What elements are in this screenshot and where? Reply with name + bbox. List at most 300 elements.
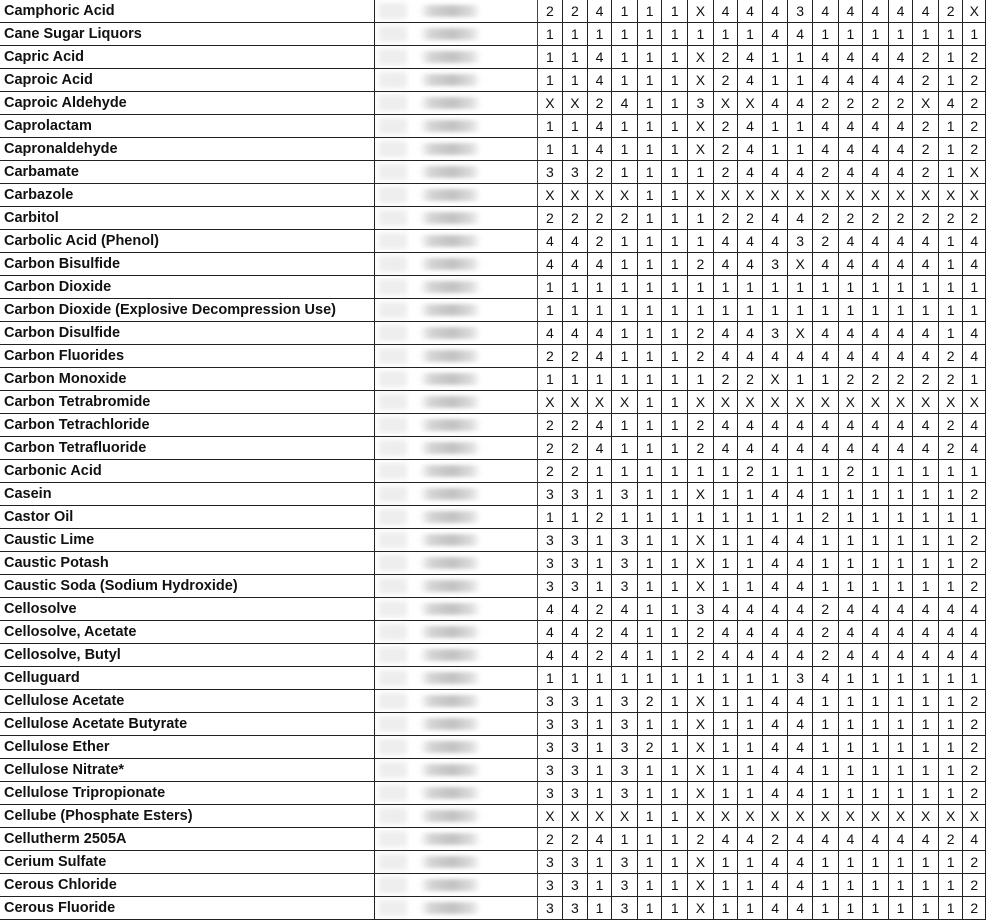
rating-cell: X [738, 805, 763, 828]
rating-cell: 1 [888, 483, 913, 506]
table-row [0, 667, 986, 690]
rating-cell: X [788, 805, 813, 828]
rating-cell: 1 [587, 276, 612, 299]
table-row [0, 230, 986, 253]
rating-cell: 2 [812, 506, 838, 529]
rating-cell: 2 [713, 69, 738, 92]
rating-cell: 1 [587, 851, 612, 874]
rating-cell: X [688, 138, 714, 161]
redaction-blur [379, 739, 407, 755]
rating-cell: 2 [963, 46, 986, 69]
rating-cell: 1 [537, 276, 563, 299]
rating-cell: 2 [963, 207, 986, 230]
redaction-blur [379, 532, 407, 548]
redaction-blur [419, 143, 481, 155]
chemical-name: Carbolic Acid (Phenol) [0, 230, 375, 253]
rating-cell: X [537, 184, 563, 207]
rating-cell: 1 [637, 598, 662, 621]
table-row [0, 897, 986, 920]
rating-cell: X [688, 0, 714, 23]
rating-cell: 4 [838, 253, 863, 276]
redaction-blur [379, 417, 407, 433]
redaction-blur [419, 28, 481, 40]
rating-cell: 4 [788, 23, 813, 46]
rating-cell: 1 [612, 69, 638, 92]
table-row [0, 621, 986, 644]
rating-cell: 1 [888, 897, 913, 920]
rating-cell: 4 [788, 621, 813, 644]
rating-cell: 1 [963, 460, 986, 483]
rating-cell: 4 [788, 874, 813, 897]
rating-cell: 1 [662, 322, 688, 345]
table-row [0, 161, 986, 184]
rating-cell: 1 [913, 23, 939, 46]
rating-cell: 1 [662, 368, 688, 391]
chemical-name: Cellulose Acetate [0, 690, 375, 713]
rating-cell: 1 [662, 437, 688, 460]
rating-cell: 2 [938, 437, 963, 460]
rating-cell: 1 [713, 23, 738, 46]
rating-cell: 4 [788, 690, 813, 713]
chemical-name: Capronaldehyde [0, 138, 375, 161]
rating-cell: 1 [913, 506, 939, 529]
rating-cell: 2 [563, 207, 588, 230]
rating-cell: 4 [788, 529, 813, 552]
rating-cell: 3 [537, 483, 563, 506]
rating-cell: X [688, 184, 714, 207]
rating-cell: 4 [913, 345, 939, 368]
redaction-blur [379, 831, 407, 847]
rating-cell: 1 [762, 69, 788, 92]
rating-cell: X [938, 391, 963, 414]
chemical-name: Casein [0, 483, 375, 506]
rating-cell: 4 [863, 828, 889, 851]
table-row [0, 414, 986, 437]
rating-cell: 4 [738, 138, 763, 161]
rating-cell: X [913, 184, 939, 207]
rating-cell: 1 [788, 368, 813, 391]
rating-cell: 4 [812, 46, 838, 69]
rating-cell: X [762, 368, 788, 391]
rating-cell: 1 [888, 667, 913, 690]
rating-cell: X [688, 782, 714, 805]
rating-cell: 1 [662, 828, 688, 851]
rating-cell: X [713, 92, 738, 115]
rating-cell: 1 [587, 552, 612, 575]
chemical-name: Cane Sugar Liquors [0, 23, 375, 46]
redacted-cell [375, 184, 537, 207]
rating-cell: 4 [913, 230, 939, 253]
rating-cell: 2 [738, 460, 763, 483]
rating-cell: 1 [913, 483, 939, 506]
rating-cell: 4 [888, 253, 913, 276]
rating-cell: X [688, 575, 714, 598]
rating-cell: 4 [838, 0, 863, 23]
redaction-blur [419, 350, 481, 362]
redaction-blur [419, 281, 481, 293]
table-row [0, 368, 986, 391]
rating-cell: 3 [762, 322, 788, 345]
rating-cell: X [688, 69, 714, 92]
rating-cell: 3 [563, 782, 588, 805]
rating-cell: 4 [963, 253, 986, 276]
rating-cell: 1 [688, 207, 714, 230]
table-row [0, 506, 986, 529]
rating-cell: 1 [637, 207, 662, 230]
rating-cell: 1 [938, 483, 963, 506]
rating-cell: 2 [537, 460, 563, 483]
redaction-blur [419, 580, 481, 592]
rating-cell: 4 [738, 69, 763, 92]
rating-cell: 1 [662, 345, 688, 368]
rating-cell: 4 [863, 414, 889, 437]
redaction-blur [379, 164, 407, 180]
rating-cell: 4 [788, 736, 813, 759]
table-row [0, 391, 986, 414]
rating-cell: 1 [587, 690, 612, 713]
rating-cell: 1 [662, 92, 688, 115]
redacted-cell [375, 506, 537, 529]
redacted-cell [375, 782, 537, 805]
rating-cell: 4 [838, 437, 863, 460]
rating-cell: X [537, 391, 563, 414]
table-row [0, 92, 986, 115]
rating-cell: 4 [587, 115, 612, 138]
rating-cell: 4 [788, 713, 813, 736]
table-row [0, 460, 986, 483]
rating-cell: 1 [563, 667, 588, 690]
rating-cell: 1 [738, 713, 763, 736]
rating-cell: X [838, 805, 863, 828]
rating-cell: 3 [537, 529, 563, 552]
rating-cell: X [788, 322, 813, 345]
rating-cell: 1 [863, 874, 889, 897]
rating-cell: 1 [688, 460, 714, 483]
rating-cell: 1 [838, 690, 863, 713]
rating-cell: 4 [838, 345, 863, 368]
rating-cell: 4 [863, 437, 889, 460]
rating-cell: 4 [938, 644, 963, 667]
rating-cell: 1 [612, 161, 638, 184]
rating-cell: 4 [963, 414, 986, 437]
chemical-name: Carbon Fluorides [0, 345, 375, 368]
rating-cell: 2 [587, 598, 612, 621]
rating-cell: 4 [738, 161, 763, 184]
rating-cell: 4 [762, 897, 788, 920]
rating-cell: 1 [762, 506, 788, 529]
rating-cell: 1 [563, 115, 588, 138]
rating-cell: X [563, 92, 588, 115]
rating-cell: 2 [688, 322, 714, 345]
rating-cell: 1 [913, 759, 939, 782]
rating-cell: 2 [863, 368, 889, 391]
table-row [0, 805, 986, 828]
rating-cell: 2 [963, 92, 986, 115]
rating-cell: 3 [612, 736, 638, 759]
rating-cell: 1 [587, 460, 612, 483]
rating-cell: 1 [612, 230, 638, 253]
rating-cell: 4 [888, 161, 913, 184]
rating-cell: X [963, 391, 986, 414]
table-row [0, 253, 986, 276]
rating-cell: 1 [662, 644, 688, 667]
rating-cell: 4 [963, 345, 986, 368]
rating-cell: 4 [888, 621, 913, 644]
chemical-name: Cellosolve, Butyl [0, 644, 375, 667]
rating-cell: X [688, 874, 714, 897]
rating-cell: 2 [963, 759, 986, 782]
rating-cell: 1 [537, 69, 563, 92]
table-row [0, 207, 986, 230]
rating-cell: X [587, 805, 612, 828]
rating-cell: 4 [762, 414, 788, 437]
rating-cell: 3 [688, 598, 714, 621]
rating-cell: 2 [963, 69, 986, 92]
rating-cell: 1 [938, 69, 963, 92]
rating-cell: 4 [812, 138, 838, 161]
rating-cell: 1 [938, 690, 963, 713]
redacted-cell [375, 276, 537, 299]
rating-cell: 1 [738, 276, 763, 299]
rating-cell: 3 [563, 736, 588, 759]
rating-cell: 3 [537, 897, 563, 920]
rating-cell: 1 [938, 253, 963, 276]
rating-cell: 4 [537, 644, 563, 667]
rating-cell: X [612, 391, 638, 414]
rating-cell: 1 [587, 897, 612, 920]
rating-cell: 4 [788, 92, 813, 115]
rating-cell: 4 [812, 828, 838, 851]
redacted-cell [375, 253, 537, 276]
rating-cell: 1 [637, 345, 662, 368]
rating-cell: 1 [612, 23, 638, 46]
rating-cell: 1 [938, 115, 963, 138]
rating-cell: 1 [888, 529, 913, 552]
chemical-name: Celluguard [0, 667, 375, 690]
rating-cell: 1 [587, 483, 612, 506]
rating-cell: 3 [563, 851, 588, 874]
rating-cell: X [762, 805, 788, 828]
rating-cell: 3 [537, 575, 563, 598]
redaction-blur [419, 396, 481, 408]
rating-cell: 1 [762, 46, 788, 69]
rating-cell: 1 [838, 575, 863, 598]
rating-cell: 1 [637, 644, 662, 667]
rating-cell: 2 [563, 0, 588, 23]
rating-cell: 1 [612, 437, 638, 460]
rating-cell: 1 [938, 575, 963, 598]
rating-cell: 2 [637, 690, 662, 713]
rating-cell: X [688, 713, 714, 736]
redaction-blur [419, 787, 481, 799]
rating-cell: 1 [838, 552, 863, 575]
redacted-cell [375, 437, 537, 460]
redaction-blur [419, 764, 481, 776]
rating-cell: 4 [563, 644, 588, 667]
rating-cell: 1 [637, 437, 662, 460]
redaction-blur [419, 74, 481, 86]
rating-cell: 4 [713, 0, 738, 23]
table-row [0, 690, 986, 713]
rating-cell: 1 [637, 0, 662, 23]
chemical-name: Carbamate [0, 161, 375, 184]
rating-cell: 1 [637, 782, 662, 805]
rating-cell: 4 [713, 621, 738, 644]
rating-cell: 1 [662, 851, 688, 874]
rating-cell: 4 [812, 667, 838, 690]
rating-cell: 4 [612, 621, 638, 644]
rating-cell: 1 [713, 759, 738, 782]
rating-cell: 2 [938, 414, 963, 437]
rating-cell: 1 [938, 322, 963, 345]
rating-cell: 1 [838, 851, 863, 874]
rating-cell: 4 [762, 23, 788, 46]
table-row [0, 644, 986, 667]
rating-cell: 4 [713, 230, 738, 253]
rating-cell: 4 [838, 161, 863, 184]
rating-cell: 3 [563, 759, 588, 782]
rating-cell: 2 [587, 230, 612, 253]
rating-cell: 1 [612, 253, 638, 276]
rating-cell: 4 [762, 851, 788, 874]
rating-cell: X [838, 391, 863, 414]
rating-cell: 4 [738, 0, 763, 23]
rating-cell: 4 [738, 345, 763, 368]
table-row [0, 782, 986, 805]
rating-cell: 2 [688, 253, 714, 276]
rating-cell: 1 [838, 713, 863, 736]
rating-cell: X [738, 391, 763, 414]
rating-cell: 1 [838, 874, 863, 897]
redaction-blur [379, 762, 407, 778]
rating-cell: 1 [812, 897, 838, 920]
rating-cell: 1 [812, 299, 838, 322]
rating-cell: 1 [612, 138, 638, 161]
rating-cell: 1 [587, 667, 612, 690]
rating-cell: 1 [662, 253, 688, 276]
redaction-blur [379, 900, 407, 916]
redaction-blur [379, 141, 407, 157]
rating-cell: 4 [838, 46, 863, 69]
rating-cell: 4 [913, 414, 939, 437]
rating-cell: X [688, 690, 714, 713]
rating-cell: 4 [738, 437, 763, 460]
rating-cell: 1 [762, 667, 788, 690]
rating-cell: 1 [662, 621, 688, 644]
redacted-cell [375, 621, 537, 644]
rating-cell: 1 [587, 759, 612, 782]
redaction-blur [419, 511, 481, 523]
rating-cell: 4 [537, 230, 563, 253]
rating-cell: 4 [838, 598, 863, 621]
rating-cell: 1 [662, 897, 688, 920]
rating-cell: 1 [888, 506, 913, 529]
rating-cell: 4 [713, 345, 738, 368]
rating-cell: 4 [863, 644, 889, 667]
rating-cell: 4 [762, 713, 788, 736]
redaction-blur [419, 488, 481, 500]
rating-cell: 2 [563, 414, 588, 437]
rating-cell: 4 [788, 414, 813, 437]
rating-cell: 1 [713, 506, 738, 529]
chemical-name: Carbon Tetrabromide [0, 391, 375, 414]
rating-cell: 4 [788, 483, 813, 506]
rating-cell: 1 [563, 69, 588, 92]
rating-cell: 2 [762, 828, 788, 851]
rating-cell: 4 [812, 437, 838, 460]
rating-cell: 1 [612, 667, 638, 690]
redaction-blur [419, 189, 481, 201]
rating-cell: 2 [863, 92, 889, 115]
rating-cell: 2 [713, 368, 738, 391]
redaction-blur [379, 325, 407, 341]
rating-cell: 4 [563, 253, 588, 276]
redaction-blur [419, 557, 481, 569]
rating-cell: 1 [688, 23, 714, 46]
rating-cell: 1 [587, 713, 612, 736]
redaction-blur [379, 440, 407, 456]
rating-cell: X [688, 483, 714, 506]
rating-cell: 2 [863, 207, 889, 230]
rating-cell: 1 [688, 667, 714, 690]
table-row [0, 345, 986, 368]
rating-cell: 4 [863, 253, 889, 276]
rating-cell: X [888, 391, 913, 414]
redacted-cell [375, 345, 537, 368]
rating-cell: X [688, 851, 714, 874]
rating-cell: 4 [738, 598, 763, 621]
rating-cell: 2 [913, 115, 939, 138]
rating-cell: 1 [662, 184, 688, 207]
rating-cell: 1 [662, 713, 688, 736]
rating-cell: 4 [913, 322, 939, 345]
rating-cell: 3 [563, 529, 588, 552]
rating-cell: 2 [963, 529, 986, 552]
rating-cell: 1 [938, 759, 963, 782]
rating-cell: 4 [963, 828, 986, 851]
rating-cell: X [688, 759, 714, 782]
redaction-blur [379, 693, 407, 709]
table-row [0, 276, 986, 299]
rating-cell: 4 [762, 552, 788, 575]
redacted-cell [375, 391, 537, 414]
rating-cell: 4 [587, 437, 612, 460]
rating-cell: X [738, 184, 763, 207]
rating-cell: 1 [762, 115, 788, 138]
rating-cell: 1 [612, 460, 638, 483]
chemical-name: Caustic Potash [0, 552, 375, 575]
redaction-blur [379, 26, 407, 42]
redacted-cell [375, 0, 537, 23]
rating-cell: 1 [587, 575, 612, 598]
rating-cell: 4 [788, 552, 813, 575]
rating-cell: 4 [788, 782, 813, 805]
rating-cell: 3 [612, 874, 638, 897]
rating-cell: 1 [812, 483, 838, 506]
redacted-cell [375, 736, 537, 759]
rating-cell: 3 [563, 897, 588, 920]
table-row [0, 828, 986, 851]
redacted-cell [375, 575, 537, 598]
rating-cell: 3 [612, 483, 638, 506]
rating-cell: 1 [938, 552, 963, 575]
rating-cell: 1 [662, 690, 688, 713]
rating-cell: 4 [812, 345, 838, 368]
rating-cell: 1 [888, 23, 913, 46]
chemical-name: Cellube (Phosphate Esters) [0, 805, 375, 828]
rating-cell: 3 [563, 575, 588, 598]
redaction-blur [379, 624, 407, 640]
